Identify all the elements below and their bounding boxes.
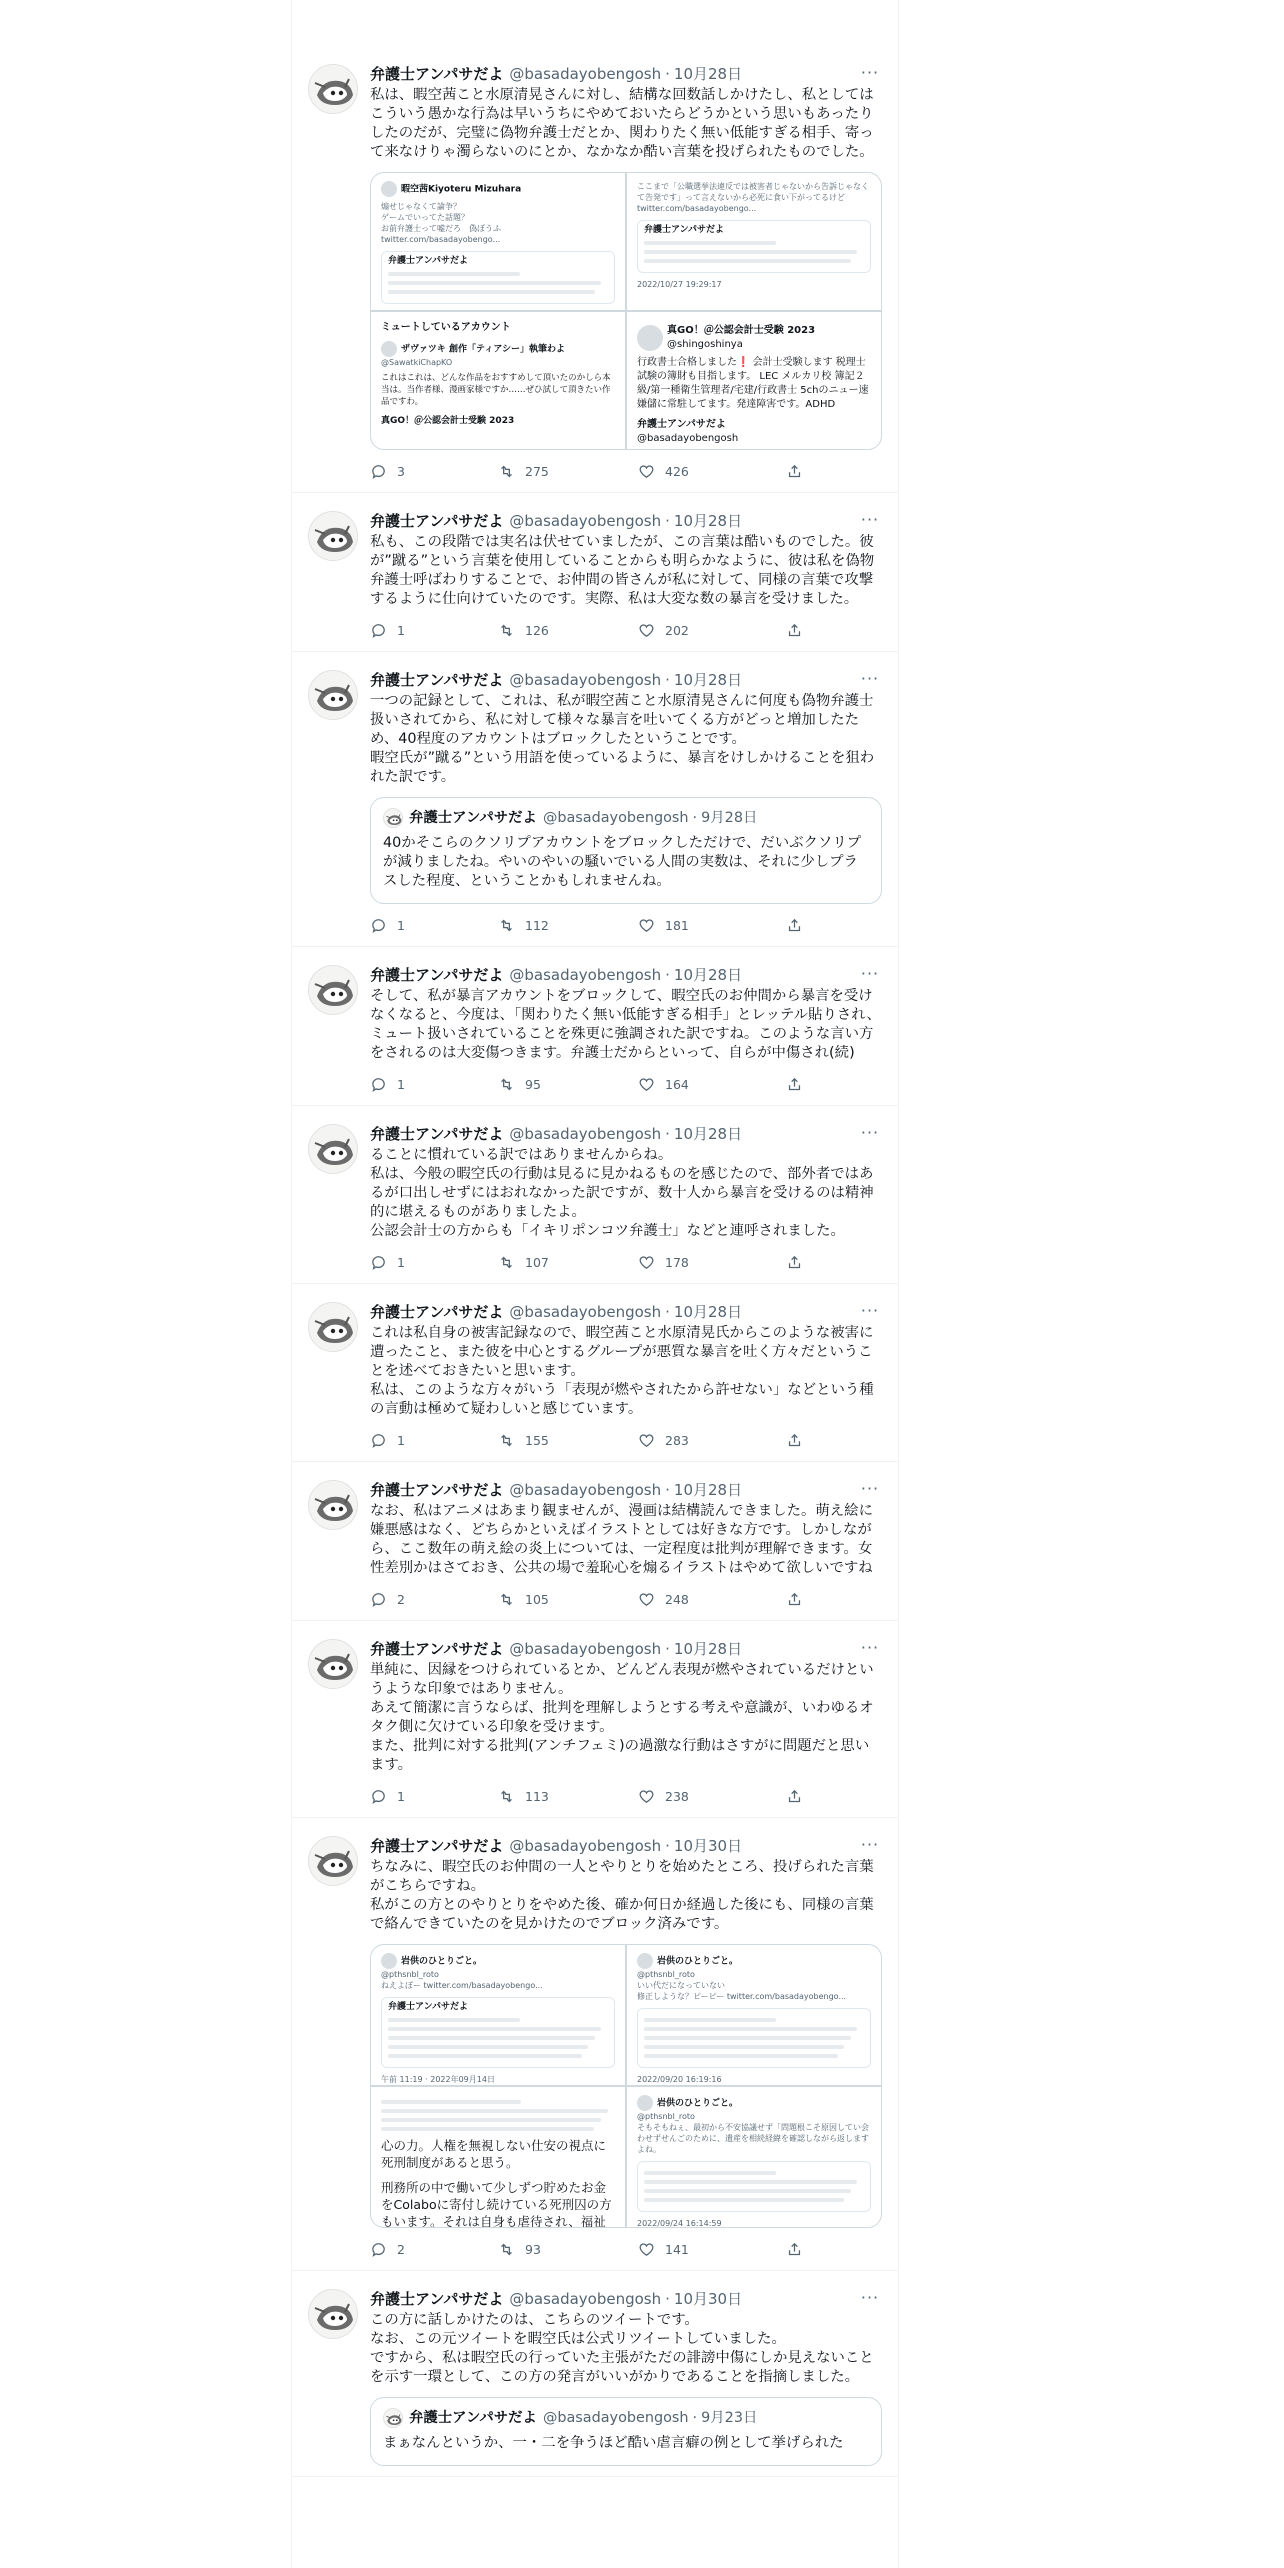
like-button[interactable] [638,917,786,934]
share-button[interactable] [786,2241,803,2258]
avatar[interactable] [308,1836,358,1886]
shot-author-handle: @pthsnbl_roto [637,1970,695,1979]
share-button[interactable] [786,1432,803,1449]
retweet-button[interactable] [498,1591,638,1608]
like-count: 202 [665,622,689,638]
shot-text: そもそもねぇ、最初から不安協議せず「問題根こそ原因してい会わせずせんごのために、遺産を相続経緯を確認しながら返しますよね。 [637,2123,869,2154]
like-button[interactable] [638,622,786,639]
retweet-button[interactable] [498,622,638,639]
share-button[interactable] [786,463,803,480]
tweet-media-grid[interactable] [370,1944,882,2228]
more-options-icon[interactable]: ··· [860,2287,880,2307]
placeholder-lines [644,2018,864,2058]
quoted-tweet-text: まぁなんというか、一・二を争うほど酷い虐言癖の例として挙げられた [383,2435,844,2451]
timestamp[interactable]: 10月28日 [673,1303,743,1321]
profile-bio: 行政書士合格しました❗ 会計士受験します 税理士試験の簿財も目指します。 LEC メルカリ校 簿記２級/第一種衛生管理者/宅建/行政書士 5chのニュー速嫌儲に常駐してます。発達障害です。ADHD [637,357,869,410]
reply-icon [370,463,387,480]
media-image-4[interactable] [627,312,881,449]
share-icon [786,1076,803,1093]
muted-bio: これはこれは、どんな作品をおすすめして頂いたのかしら本当は。当作者様、漫画家様ですか……ぜひ試して頂きたい作品ですわ。 [381,373,611,407]
like-count: 426 [665,463,689,479]
tweet-text: 私は、暇空茜こと水原清晃さんに対し、結構な回数話しかけたし、私としてはこういう愚かな行為は早いうちにやめておいたらどうかという思いもあったりしたのだが、完璧に偽物弁護士だとか、関わりたく無い低能すぎる相手、寄って来なけりゃ濁らないのにとか、なかなか酷い言葉を投げられたものでした。 [370,87,874,160]
retweet-icon [498,917,515,934]
reply-count: 2 [397,1591,405,1607]
media-image-1[interactable] [371,1945,625,2085]
timestamp[interactable]: 10月28日 [673,1125,743,1143]
author-name[interactable]: 弁護士アンパサだよ [370,1837,504,1855]
retweet-button[interactable] [498,2241,638,2258]
tweet-text: なお、私はアニメはあまり観ませんが、漫画は結構読んできました。萌え絵に嫌悪感はなく、どちらかといえばイラストとしては好きな方です。しかしながら、ここ数年の萌え絵の炎上については、一定程度は批判が理解できます。女性差別かはさておき、公共の場で羞恥心を煽るイラストはやめて欲しいですね [370,1503,873,1576]
reply-button[interactable] [370,622,498,639]
separator-dot: · [692,2410,698,2426]
timestamp[interactable]: 10月30日 [673,2290,743,2308]
more-options-icon[interactable]: ··· [860,1478,880,1498]
separator-dot: · [665,671,670,689]
tweet-media-grid[interactable] [370,172,882,450]
shot-quoted-name: 弁護士アンパサだよ [388,2002,469,2012]
shot-footer: 2022/09/20 16:19:16 [637,2075,722,2084]
tweet-header [370,670,882,690]
shot-quoted [381,251,615,304]
heart-icon [638,917,655,934]
author-name[interactable]: 弁護士アンパサだよ [370,512,504,530]
reply-icon [370,622,387,639]
quoted-tweet-header [383,808,869,828]
heart-icon [638,1788,655,1805]
tweet-header [370,1836,882,1856]
author-handle[interactable]: @basadayobengosh [509,65,662,83]
avatar[interactable] [308,670,358,720]
reply-button[interactable] [370,917,498,934]
like-count: 181 [665,917,689,933]
more-options-icon[interactable]: ··· [860,1122,880,1142]
reply-button[interactable] [370,2241,498,2258]
share-icon [786,917,803,934]
author-name[interactable]: 弁護士アンパサだよ [370,966,504,984]
retweet-icon [498,622,515,639]
profile-avatar [637,325,663,351]
retweet-count: 95 [525,1076,541,1092]
avatar[interactable] [308,965,358,1015]
heart-icon [638,463,655,480]
share-icon [786,1591,803,1608]
author-handle[interactable]: @basadayobengosh [509,1303,662,1321]
shot-text: ねえよぼー twitter.com/basadayobengo... [381,1981,543,1990]
muted-account-name [381,341,615,357]
heart-icon [638,1591,655,1608]
muted-name: ザヴァツキ 創作「ティアシー」執筆わよ [401,344,565,355]
more-options-icon[interactable]: ··· [860,1300,880,1320]
like-button[interactable] [638,1254,786,1271]
tweet-text: これは私自身の被害記録なので、暇空茜こと水原清晃氏からこのような被害に遭ったこと、また彼を中心とするグループが悪質な暴言を吐く方々だということを述べておきたいと思います。 私は、このような方々がいう「表現が燃やされたから許せない」などという種の言動は極めて疑わしいと感じています。 [370,1325,874,1417]
reply-button[interactable] [370,1432,498,1449]
author-handle[interactable]: @basadayobengosh [509,1837,662,1855]
avatar[interactable] [308,2289,358,2339]
like-count: 178 [665,1254,689,1270]
author-name[interactable]: 弁護士アンパサだよ [370,65,504,83]
retweet-button[interactable] [498,463,638,480]
retweet-count: 155 [525,1432,549,1448]
shot-author-name: 岩供のひとりごと。 [657,2098,739,2109]
shot-large-text-2: 刑務所の中で働いて少しずつ貯めたお金をColaboに寄付し続けている死刑囚の方もいます。それは自身も虐待され、福祉 [381,2180,612,2227]
timestamp[interactable]: 10月28日 [673,966,743,984]
tweet-text: 一つの記録として、これは、私が暇空茜こと水原清晃さんに何度も偽物弁護士扱いされてから、私に対して様々な暴言を吐いてくる方がどっと増加したため、40程度のアカウントはブロックしたということです。 暇空氏が”蹴る”という用語を使っているように、暴言をけしかけることを狙われた訳です。 [370,693,875,785]
share-icon [786,622,803,639]
heart-icon [638,1254,655,1271]
author-name[interactable]: 弁護士アンパサだよ [370,2290,504,2308]
profile-handle: @shingoshinya [667,339,743,350]
media-image-2[interactable] [627,1945,881,2085]
reply-count: 1 [397,1432,405,1448]
avatar[interactable] [308,511,358,561]
avatar[interactable] [308,1480,358,1530]
like-button[interactable] [638,463,786,480]
shot-quoted-name: 弁護士アンパサだよ [644,225,725,235]
retweet-count: 112 [525,917,549,933]
like-button[interactable] [638,1432,786,1449]
shot-quoted [637,2008,871,2068]
reply-count: 2 [397,2241,405,2257]
share-button[interactable] [786,1076,803,1093]
share-button[interactable] [786,622,803,639]
quoted-tweet[interactable] [370,2397,882,2466]
retweet-count: 105 [525,1591,549,1607]
tweet[interactable] [292,1621,898,1818]
author-handle[interactable]: @basadayobengosh [509,2290,662,2308]
quoted-tweet[interactable] [370,797,882,904]
reply-count: 1 [397,1254,405,1270]
retweet-icon [498,1591,515,1608]
placeholder-lines [644,2171,864,2202]
tweet-actions [370,1588,882,1610]
quoted-tweet-header [383,2408,869,2428]
author-name[interactable]: 弁護士アンパサだよ [370,1640,504,1658]
heart-icon [638,622,655,639]
share-button[interactable] [786,917,803,934]
tweet-header [370,2289,882,2309]
quoted-tweet-text: 40かそこらのクソリプアカウントをブロックしただけで、だいぶクソリプが減りましたね。やいのやいの騒いでいる人間の実数は、それに少しプラスした程度、ということかもしれませんね。 [383,835,862,889]
separator-dot: · [665,65,670,83]
tweet-text: 単純に、因縁をつけられているとか、どんどん表現が燃やされているだけというような印象ではありません。 あえて簡潔に言うならば、批判を理解しようとする考えや意識が、いわゆるオタク側に欠けている印象を受けます。 また、批判に対する批判(アンチフェミ)の過激な行動はさすがに問題だと思います。 [370,1662,874,1773]
tweet[interactable] [292,46,898,493]
retweet-icon [498,1788,515,1805]
tweet-actions [370,460,882,482]
like-count: 238 [665,1788,689,1804]
shot-author [637,1953,871,1969]
next-account: 真GO！＠公認会計士受験 2023 [381,416,515,426]
tweet[interactable] [292,2271,898,2477]
retweet-count: 107 [525,1254,549,1270]
share-icon [786,1254,803,1271]
author-name[interactable]: 弁護士アンパサだよ [370,671,504,689]
author-name[interactable]: 弁護士アンパサだよ [370,1303,504,1321]
shot-footer: 2022/09/24 16:14:59 [637,2219,722,2227]
author-name[interactable]: 弁護士アンパサだよ [370,1481,504,1499]
share-button[interactable] [786,1254,803,1271]
tweet[interactable] [292,652,898,947]
reply-icon [370,917,387,934]
avatar[interactable] [308,1639,358,1689]
timestamp[interactable]: 10月28日 [673,65,743,83]
share-button[interactable] [786,1788,803,1805]
retweet-count: 113 [525,1788,549,1804]
tweet[interactable] [292,493,898,652]
author-handle[interactable]: @basadayobengosh [509,671,662,689]
share-icon [786,463,803,480]
share-button[interactable] [786,1591,803,1608]
media-image-3[interactable] [371,312,625,449]
placeholder-lines [381,2100,615,2131]
heart-icon [638,1432,655,1449]
profile-names [667,324,815,352]
reply-button[interactable] [370,1788,498,1805]
tweet-text: この方に話しかけたのは、こちらのツイートです。 なお、この元ツイートを暇空氏は公式リツイートしていました。 ですから、私は暇空氏の行っていた主張がただの誹謗中傷にしか見えないことを示す一環として、この方の発言がいいがかりであることを指摘しました。 [370,2312,874,2385]
tweet-header [370,965,882,985]
heart-icon [638,2241,655,2258]
retweet-button[interactable] [498,1788,638,1805]
retweet-icon [498,2241,515,2258]
shot-large-text: 心の力。人権を無視しない仕安の視点に死刑制度があると思う。 [381,2138,607,2170]
shot-author-name: 岩供のひとりごと。 [401,1956,483,1967]
retweet-icon [498,1432,515,1449]
shot-author [381,181,615,197]
tweet[interactable] [292,1818,898,2271]
separator-dot: · [665,966,670,984]
timestamp[interactable]: 10月28日 [673,512,743,530]
shot-author-name: 暇空茜Kiyoteru Mizuhara [401,184,522,195]
share-icon [786,2241,803,2258]
media-image-2[interactable] [627,173,881,310]
quoted-timestamp: 9月28日 [701,810,758,826]
separator-dot: · [665,1640,670,1658]
timestamp[interactable]: 10月30日 [673,1837,743,1855]
tweet[interactable] [292,1462,898,1621]
like-count: 141 [665,2241,689,2257]
separator-dot: · [692,810,698,826]
more-options-icon[interactable]: ··· [860,1637,880,1657]
quoted-author-name: 弁護士アンパサだよ [409,810,537,826]
timestamp[interactable]: 10月28日 [673,671,743,689]
media-image-1[interactable] [371,173,625,310]
like-button[interactable] [638,1788,786,1805]
tweet-text: 私も、この段階では実名は伏せていましたが、この言葉は酷いものでした。彼が”蹴る”という言葉を使用していることからも明らかなように、彼は私を偽物弁護士呼ばわりすることで、お仲間の皆さんが私に対して、同様の言葉で攻撃するように仕向けていたのです。実際、私は大変な数の暴言を受けました。 [370,534,875,607]
reply-button[interactable] [370,1254,498,1271]
tweet-header [370,1124,882,1144]
tweet-actions [370,1785,882,1807]
reply-icon [370,1788,387,1805]
muted-handle: @SawatkiChapKO [381,358,453,367]
reply-icon [370,1591,387,1608]
timestamp[interactable]: 10月28日 [673,1640,743,1658]
media-image-3[interactable] [371,2087,625,2227]
retweet-button[interactable] [498,1076,638,1093]
more-options-icon[interactable]: ··· [860,62,880,82]
shot-quoted [637,220,871,273]
reply-button[interactable] [370,1591,498,1608]
shot-author-handle: @pthsnbl_roto [637,2112,695,2121]
author-handle[interactable]: @basadayobengosh [509,1481,662,1499]
profile-row [637,324,871,352]
reply-count: 1 [397,1076,405,1092]
tweet-text: ちなみに、暇空氏のお仲間の一人とやりとりを始めたところ、投げられた言葉がこちらですね。 私がこの方とのやりとりをやめた後、確か何日か経過した後にも、同様の言葉で絡んできていたのを見かけたのでブロック済みです。 [370,1859,874,1932]
more-options-icon[interactable]: ··· [860,1834,880,1854]
separator-dot: · [665,2290,670,2308]
tweet-actions [370,914,882,936]
next-profile-handle: @basadayobengosh [637,433,739,444]
quoted-author-name: 弁護士アンパサだよ [409,2410,537,2426]
share-icon [786,1432,803,1449]
like-count: 283 [665,1432,689,1448]
quoted-avatar [383,808,403,828]
retweet-button[interactable] [498,917,638,934]
tweet-actions [370,1251,882,1273]
tweet-actions [370,2238,882,2260]
tweet[interactable] [292,1106,898,1284]
avatar[interactable] [308,1124,358,1174]
quoted-timestamp: 9月23日 [701,2410,758,2426]
timestamp[interactable]: 10月28日 [673,1481,743,1499]
tweet[interactable] [292,1284,898,1462]
tweet-text: そして、私が暴言アカウントをブロックして、暇空氏のお仲間から暴言を受けなくなると、今度は、「関わりたく無い低能すぎる相手」とレッテル貼りされ、ミュート扱いされていることを殊更に強調された訳ですね。このような言い方をされるのは大変傷つきます。弁護士だからといって、自らが中傷され(続) [370,988,881,1061]
reply-count: 3 [397,463,405,479]
reply-button[interactable] [370,463,498,480]
profile-name: 真GO！＠公認会計士受験 2023 [667,325,816,336]
separator-dot: · [665,1481,670,1499]
timeline-column [291,0,899,2568]
shot-author [381,1953,615,1969]
retweet-count: 93 [525,2241,541,2257]
retweet-button[interactable] [498,1254,638,1271]
more-options-icon[interactable]: ··· [860,963,880,983]
like-button[interactable] [638,1591,786,1608]
retweet-icon [498,1076,515,1093]
author-name[interactable]: 弁護士アンパサだよ [370,1125,504,1143]
shot-footer: 2022/10/27 19:29:17 [637,280,722,289]
like-count: 248 [665,1591,689,1607]
reply-button[interactable] [370,1076,498,1093]
separator-dot: · [665,1303,670,1321]
placeholder-lines [388,272,608,294]
shot-quoted-name: 弁護士アンパサだよ [388,256,469,266]
shot-quoted [637,2161,871,2212]
separator-dot: · [665,1125,670,1143]
like-button[interactable] [638,1076,786,1093]
tweet[interactable] [292,947,898,1106]
shot-author-handle: @pthsnbl_roto [381,1970,439,1979]
retweet-icon [498,1254,515,1271]
avatar[interactable] [308,1302,358,1352]
like-button[interactable] [638,2241,786,2258]
reply-icon [370,1254,387,1271]
retweet-count: 275 [525,463,549,479]
reply-count: 1 [397,917,405,933]
mute-list-title: ミュートしているアカウント [381,322,511,333]
quoted-author-handle: @basadayobengosh [542,810,689,826]
shot-footer: 午前 11:19 · 2022年09月14日 [381,2075,495,2084]
reply-icon [370,1076,387,1093]
shot-text: いい代だになっていない 修正しような？ピーピー twitter.com/basadayobengo... [637,1981,847,2001]
shot-author [637,2095,871,2111]
quoted-avatar [383,2408,403,2428]
retweet-count: 126 [525,622,549,638]
next-profile-name: 弁護士アンパサだよ [637,419,726,430]
retweet-button[interactable] [498,1432,638,1449]
more-options-icon[interactable]: ··· [860,668,880,688]
separator-dot: · [665,512,670,530]
share-icon [786,1788,803,1805]
tweet-actions [370,1073,882,1095]
reply-icon [370,2241,387,2258]
shot-quoted [381,1997,615,2068]
tweet-header [370,511,882,531]
shot-text: ここまで「公職選挙法違反では被害者じゃないから告訴じゃなくて告発です」って言えないから必死に食い下がってるけど twitter.com/basadayobengo... [637,182,869,213]
avatar[interactable] [308,64,358,114]
tweet-actions [370,619,882,641]
author-handle[interactable]: @basadayobengosh [509,1125,662,1143]
tweet-actions [370,1429,882,1451]
tweet-header [370,1480,882,1500]
author-handle[interactable]: @basadayobengosh [509,966,662,984]
reply-count: 1 [397,622,405,638]
placeholder-lines [644,241,864,263]
quoted-author-handle: @basadayobengosh [542,2410,689,2426]
heart-icon [638,1076,655,1093]
separator-dot: · [665,1837,670,1855]
retweet-icon [498,463,515,480]
like-count: 164 [665,1076,689,1092]
author-handle[interactable]: @basadayobengosh [509,1640,662,1658]
tweet-header [370,1639,882,1659]
more-options-icon[interactable]: ··· [860,509,880,529]
author-handle[interactable]: @basadayobengosh [509,512,662,530]
shot-author-name: 岩供のひとりごと。 [657,1956,739,1967]
tweet-header [370,1302,882,1322]
reply-count: 1 [397,1788,405,1804]
shot-text: 煽せじゃなくて論争？ ゲームでいってた話題？ お前弁護士って嘘だろ 偽ぼうふ twitter.com/basadayobengo... [381,202,501,244]
placeholder-lines [388,2018,608,2058]
reply-icon [370,1432,387,1449]
tweet-text: ることに慣れている訳ではありませんからね。 私は、今般の暇空氏の行動は見るに見かねるものを感じたので、部外者ではあるが口出しせずにはおれなかった訳ですが、数十人から暴言を受けるのは精神的に堪えるものがありましたよ。 公認会計士の方からも「イキリポンコツ弁護士」などと連呼されました。 [370,1147,874,1239]
media-image-4[interactable] [627,2087,881,2227]
tweet-header [370,64,882,84]
